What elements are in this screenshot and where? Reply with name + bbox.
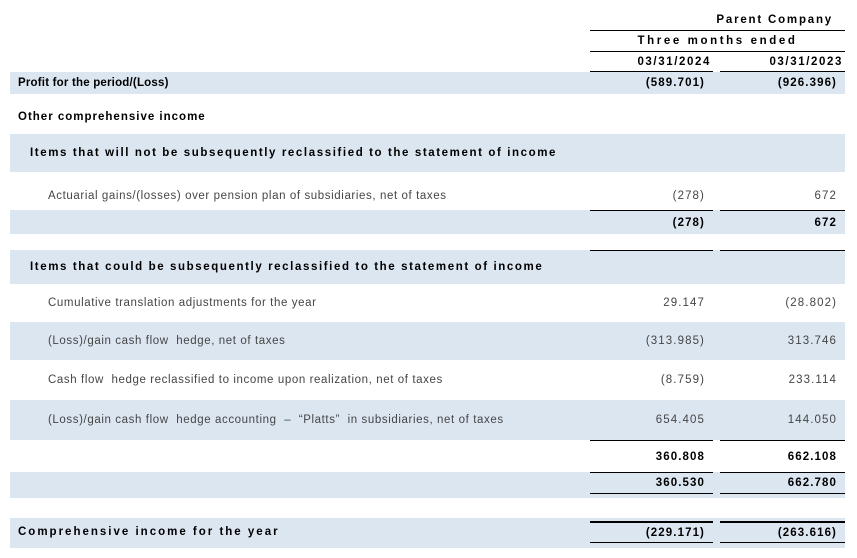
value-2023: 313.746	[787, 335, 837, 347]
value-2024	[590, 250, 713, 284]
table-header-row-period	[10, 31, 845, 52]
row-label: Items that could be subsequently reclassified to the statement of income	[30, 261, 544, 273]
value-2024	[590, 134, 713, 172]
value-2023: (263.616)	[720, 521, 845, 543]
column-gap	[713, 400, 720, 440]
table-spacer-row	[10, 498, 845, 518]
value-2024: (313.985)	[645, 335, 705, 347]
table-row	[10, 440, 845, 472]
column-gap	[713, 440, 720, 472]
value-2024	[590, 106, 713, 128]
column-header-2023: 03/31/2023	[720, 52, 845, 72]
table-spacer-row	[10, 94, 845, 106]
table-row	[10, 134, 845, 172]
value-2023	[720, 134, 845, 172]
row-label: (Loss)/gain cash flow hedge, net of taxes	[48, 335, 286, 347]
column-header-2024: 03/31/2024	[590, 52, 713, 72]
period-header: Three months ended	[590, 31, 845, 52]
parent-company-header: Parent Company	[590, 10, 845, 31]
value-2024: 360.808	[590, 440, 713, 472]
row-label: Other comprehensive income	[18, 111, 206, 123]
row-label: Profit for the period/(Loss)	[18, 77, 169, 89]
table-row	[10, 72, 845, 94]
value-2023: 672	[720, 210, 845, 234]
column-gap	[713, 250, 720, 284]
column-gap	[713, 360, 720, 400]
row-label: Cash flow hedge reclassified to income upon realization, net of taxes	[48, 374, 443, 386]
value-2023: 662.108	[720, 440, 845, 472]
table-row	[10, 322, 845, 360]
column-gap	[713, 322, 720, 360]
value-2023: 672	[814, 190, 837, 202]
row-label: Items that will not be subsequently reclassified to the statement of income	[30, 147, 558, 159]
table-row	[10, 472, 845, 498]
table-header-row-dates	[10, 52, 845, 72]
value-2023	[720, 250, 845, 284]
value-2024: (278)	[590, 210, 713, 234]
value-2024: 29.147	[663, 297, 705, 309]
column-gap	[713, 72, 720, 94]
value-2024: 360.530	[590, 472, 713, 494]
value-2023	[720, 106, 845, 128]
table-row	[10, 400, 845, 440]
column-gap	[713, 182, 720, 210]
value-2023: 662.780	[720, 472, 845, 494]
value-2024: (8.759)	[660, 374, 705, 386]
table-body	[10, 72, 845, 548]
value-2024: 654.405	[655, 414, 705, 426]
value-2024: (229.171)	[590, 521, 713, 543]
table-row	[10, 182, 845, 210]
table-spacer-row	[10, 172, 845, 182]
comprehensive-income-table	[10, 10, 845, 548]
header-spacer	[10, 10, 590, 31]
table-row	[10, 284, 845, 322]
column-gap	[713, 52, 720, 72]
row-label	[10, 210, 590, 234]
column-gap	[713, 106, 720, 128]
value-2023: 144.050	[787, 414, 837, 426]
row-label: Cumulative translation adjustments for the year	[48, 297, 317, 309]
value-2024: (278)	[672, 190, 705, 202]
column-gap	[713, 284, 720, 322]
header-spacer	[10, 31, 590, 52]
value-2023: (926.396)	[777, 77, 837, 89]
value-2023: (28.802)	[785, 297, 837, 309]
column-gap	[713, 210, 720, 234]
header-spacer	[10, 52, 590, 72]
table-row	[10, 106, 845, 128]
column-gap	[713, 134, 720, 172]
table-row	[10, 250, 845, 284]
row-label	[10, 440, 590, 472]
table-spacer-row	[10, 234, 845, 250]
column-gap	[713, 472, 720, 494]
row-label: Actuarial gains/(losses) over pension plan of subsidiaries, net of taxes	[48, 190, 447, 202]
column-gap	[713, 521, 720, 543]
table-header-row-scope	[10, 10, 845, 31]
value-2024: (589.701)	[645, 77, 705, 89]
row-label: (Loss)/gain cash flow hedge accounting – “Platts” in subsidiaries, net of taxes	[48, 414, 504, 426]
row-label: Comprehensive income for the year	[18, 526, 280, 538]
value-2023: 233.114	[788, 374, 837, 386]
table-row	[10, 210, 845, 234]
row-label	[10, 472, 590, 494]
table-row	[10, 360, 845, 400]
table-row	[10, 518, 845, 548]
